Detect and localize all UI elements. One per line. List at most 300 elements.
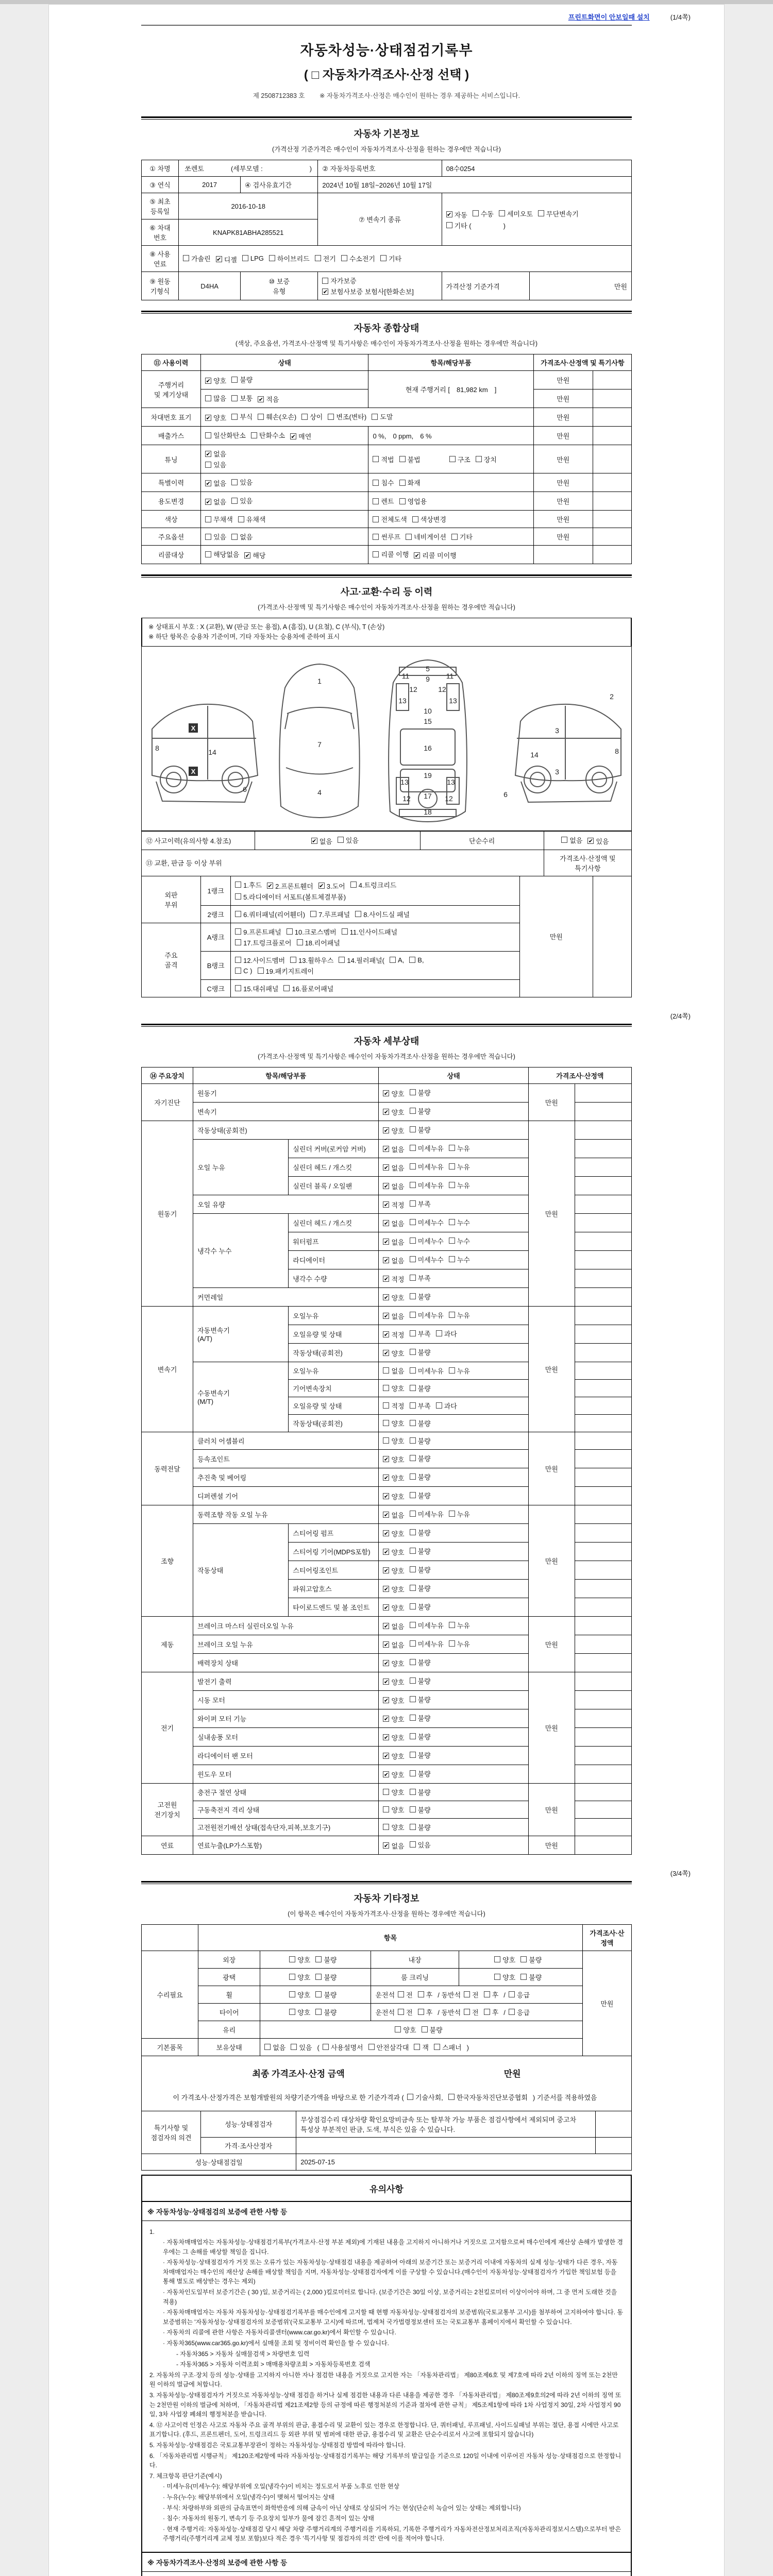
- checkbox[interactable]: [205, 460, 226, 469]
- checkbox[interactable]: [410, 1602, 431, 1612]
- checkbox[interactable]: [399, 478, 421, 487]
- checkbox-label: 불량: [417, 1419, 431, 1428]
- checkbox[interactable]: [410, 1620, 444, 1630]
- cell: [379, 1449, 528, 1468]
- document-title: 자동차성능·상태점검기록부: [300, 43, 473, 58]
- cell: [595, 2137, 631, 2154]
- table-row: [142, 371, 632, 389]
- checkbox[interactable]: [258, 966, 314, 976]
- checkbox[interactable]: [414, 2042, 429, 2052]
- checkbox-label: 불량: [417, 1529, 431, 1537]
- checkbox[interactable]: [383, 1454, 404, 1464]
- notice-section2-body: [142, 2572, 631, 2576]
- checkbox[interactable]: [484, 2007, 499, 2017]
- checkbox[interactable]: [383, 1770, 404, 1780]
- checkbox-label: 양호: [391, 1604, 405, 1612]
- checkbox[interactable]: [258, 412, 296, 421]
- checkbox[interactable]: [399, 454, 421, 464]
- cell: [260, 2003, 371, 2021]
- checkbox[interactable]: [383, 1436, 404, 1446]
- checkbox[interactable]: [448, 2092, 528, 2102]
- checkbox-label: 유채색: [246, 516, 266, 523]
- checkbox[interactable]: [383, 1492, 404, 1501]
- checkbox[interactable]: [373, 549, 409, 559]
- unchecked-box-icon: [251, 432, 257, 438]
- checkbox[interactable]: [383, 1163, 404, 1173]
- cell: [575, 1746, 631, 1765]
- checkbox-label: A,: [397, 956, 405, 964]
- checkbox[interactable]: [410, 1255, 444, 1264]
- checkbox[interactable]: [449, 1509, 470, 1519]
- checkbox[interactable]: [446, 221, 472, 230]
- checkbox[interactable]: [520, 1972, 542, 1982]
- checkbox[interactable]: [383, 1805, 404, 1815]
- checkbox[interactable]: [242, 255, 264, 262]
- checkbox[interactable]: [410, 1713, 431, 1723]
- checkbox[interactable]: [410, 1639, 444, 1649]
- checkbox[interactable]: [383, 1366, 404, 1376]
- checkbox[interactable]: [310, 909, 350, 919]
- checkbox[interactable]: [315, 1955, 337, 1964]
- checkbox[interactable]: [205, 376, 226, 385]
- unchecked-box-icon: [399, 456, 406, 462]
- checkbox[interactable]: [476, 454, 497, 464]
- checkbox[interactable]: [464, 2007, 479, 2017]
- cell: C랭크: [201, 979, 231, 997]
- checkbox[interactable]: [235, 880, 262, 890]
- checkbox[interactable]: [235, 955, 285, 965]
- checkbox[interactable]: [315, 2007, 337, 2017]
- cell: 가격조사·산 정액: [582, 1924, 631, 1951]
- checkbox[interactable]: [410, 1453, 431, 1463]
- checkbox-label: 있음: [240, 497, 253, 505]
- checkbox[interactable]: [205, 478, 226, 488]
- checkbox[interactable]: [390, 956, 404, 964]
- checkbox[interactable]: [339, 955, 384, 965]
- checkbox[interactable]: [372, 412, 393, 421]
- checkbox[interactable]: [315, 1972, 337, 1982]
- checkbox[interactable]: [410, 1383, 431, 1393]
- checkbox[interactable]: [205, 514, 233, 524]
- checkbox[interactable]: [231, 532, 253, 541]
- checkbox-label: 누유: [457, 1367, 470, 1375]
- unchecked-box-icon: [410, 1603, 416, 1609]
- cell: ⑤ 최초 등록일: [142, 193, 179, 219]
- car-diagram-box: [141, 647, 632, 831]
- text: 이 가격조사·산정가격은 보험개발원의 차량기준가액을 바탕으로 한 기준가격과 (: [173, 2094, 404, 2102]
- checkbox[interactable]: [409, 956, 424, 964]
- cell: 내장: [371, 1951, 459, 1968]
- checked-box-icon: ✔: [383, 1456, 389, 1463]
- checkbox[interactable]: [418, 2007, 433, 2017]
- checkbox[interactable]: [383, 1330, 404, 1340]
- checkbox[interactable]: [355, 909, 410, 919]
- checkbox[interactable]: [323, 2042, 363, 2052]
- checkbox[interactable]: [383, 1348, 404, 1358]
- unchecked-box-icon: [449, 456, 456, 462]
- checkbox[interactable]: [383, 1787, 404, 1797]
- checkbox[interactable]: [436, 1329, 457, 1338]
- checkbox[interactable]: [410, 1840, 431, 1850]
- checkbox[interactable]: [238, 514, 266, 524]
- checkbox[interactable]: [407, 2092, 443, 2102]
- checkbox[interactable]: [283, 984, 333, 993]
- checkbox[interactable]: [410, 1490, 431, 1500]
- checkbox[interactable]: [383, 1181, 404, 1191]
- checkbox[interactable]: [399, 496, 427, 506]
- unchecked-box-icon: [231, 534, 238, 540]
- checkbox[interactable]: [322, 276, 356, 285]
- checkbox[interactable]: [410, 1822, 431, 1832]
- checkbox[interactable]: [289, 1972, 310, 1982]
- checkbox[interactable]: [449, 1143, 470, 1153]
- checkbox[interactable]: [383, 1677, 404, 1687]
- print-install-link[interactable]: 프린트화면이 안보일때 설치: [568, 13, 650, 21]
- checkbox[interactable]: [289, 1990, 310, 1999]
- checkbox-label: 부족: [417, 1200, 431, 1208]
- checkbox[interactable]: [291, 2042, 312, 2052]
- cell: [255, 831, 420, 850]
- checkbox[interactable]: [301, 412, 323, 421]
- checkbox[interactable]: [269, 253, 310, 263]
- checkbox[interactable]: [410, 1436, 431, 1446]
- checkbox[interactable]: [383, 1529, 404, 1538]
- checkbox[interactable]: [341, 253, 375, 263]
- checkbox[interactable]: [328, 412, 366, 421]
- checkbox[interactable]: [205, 549, 239, 559]
- checkbox-label: 수소전기: [349, 255, 376, 263]
- checkbox[interactable]: [410, 1769, 431, 1778]
- checked-box-icon: ✔: [383, 1531, 389, 1537]
- checkbox-label: 양호: [391, 1530, 405, 1538]
- checkbox[interactable]: [287, 927, 337, 937]
- checkbox[interactable]: [410, 1088, 431, 1097]
- checkbox[interactable]: [494, 1955, 515, 1964]
- checkbox[interactable]: [410, 1676, 431, 1686]
- unchecked-box-icon: [315, 2009, 322, 2015]
- checked-box-icon: ✔: [383, 1146, 389, 1153]
- table-row: [142, 1505, 632, 1523]
- checkbox[interactable]: [509, 2007, 530, 2017]
- checkbox[interactable]: [231, 496, 253, 505]
- checkbox[interactable]: [449, 1620, 470, 1630]
- checkbox[interactable]: [373, 496, 394, 506]
- checkbox[interactable]: [373, 514, 407, 524]
- checkbox-label: 적법: [381, 455, 394, 464]
- checkbox[interactable]: [235, 909, 305, 919]
- checkbox[interactable]: [410, 1236, 444, 1246]
- cell: [575, 1121, 631, 1139]
- checkbox[interactable]: [414, 550, 456, 560]
- checkbox-label: 기타: [459, 533, 473, 541]
- checkbox[interactable]: [231, 375, 253, 384]
- cell: [201, 511, 368, 528]
- checkbox[interactable]: [383, 1584, 404, 1594]
- checkbox[interactable]: [235, 984, 278, 993]
- checkbox[interactable]: [290, 431, 311, 441]
- checkbox[interactable]: [244, 550, 265, 560]
- checkbox[interactable]: [412, 514, 446, 524]
- checkbox[interactable]: [383, 1640, 404, 1650]
- checkbox[interactable]: [231, 393, 253, 403]
- checkbox[interactable]: [289, 1955, 310, 1964]
- unchecked-box-icon: [449, 1219, 455, 1225]
- checkbox[interactable]: [410, 1787, 431, 1797]
- checkbox[interactable]: [383, 1603, 404, 1613]
- checkbox[interactable]: [473, 209, 494, 218]
- checkbox[interactable]: [410, 1199, 431, 1209]
- unchecked-box-icon: [342, 928, 348, 935]
- checkbox[interactable]: [410, 1546, 431, 1556]
- checkbox[interactable]: [383, 1751, 404, 1761]
- checkbox[interactable]: [395, 2025, 416, 2035]
- checkbox[interactable]: [494, 1972, 515, 1982]
- checkbox[interactable]: [231, 412, 253, 421]
- checkbox[interactable]: [383, 1841, 404, 1851]
- checkbox[interactable]: [205, 393, 226, 403]
- checkbox[interactable]: [368, 2042, 409, 2052]
- checkbox-label: 16.플로어패널: [292, 985, 334, 993]
- checkbox[interactable]: [449, 1310, 470, 1320]
- checkbox[interactable]: [183, 253, 211, 263]
- checkbox[interactable]: [449, 1236, 470, 1246]
- checkbox[interactable]: [449, 1217, 470, 1227]
- text: /: [503, 2009, 506, 2016]
- cell: 용도변경: [142, 492, 201, 511]
- checkbox[interactable]: [383, 1200, 404, 1210]
- checkbox[interactable]: [383, 1293, 404, 1302]
- cell: [593, 371, 631, 389]
- checkbox[interactable]: [205, 532, 226, 541]
- section-subtitle-etc: (이 항목은 매수인이 자동차가격조사·산정을 원하는 경우에만 적습니다): [288, 1910, 485, 1918]
- checkbox[interactable]: [318, 881, 345, 891]
- checkbox[interactable]: [509, 1990, 530, 1999]
- checkbox[interactable]: [436, 1401, 457, 1411]
- checkbox[interactable]: [205, 413, 226, 422]
- checkbox[interactable]: [383, 1144, 404, 1154]
- cell: 냉각수 수량: [289, 1269, 379, 1287]
- checkbox[interactable]: [410, 1657, 431, 1667]
- checkbox[interactable]: [410, 1528, 431, 1537]
- checkbox-label: 양호: [391, 1349, 405, 1358]
- notice-line: 6. 「자동차관리법 시행규칙」 제120조제2항에 따라 자동차성능·상태점검기록부는 해당 기록부의 발급일을 기준으로 120일 이내에 이루어진 자동차 성능·상태점검으로 한정합니다.: [149, 2452, 621, 2469]
- checkbox[interactable]: [449, 454, 470, 464]
- checkbox[interactable]: [216, 255, 237, 264]
- checkbox[interactable]: [383, 1401, 404, 1411]
- checkbox-label: 응급: [516, 2008, 530, 2016]
- cell: 튜닝: [142, 445, 201, 473]
- checkbox[interactable]: [449, 1639, 470, 1649]
- checkbox-label: 불량: [417, 1492, 431, 1500]
- text: ): [476, 222, 506, 230]
- checkbox-label: 많음: [213, 395, 227, 402]
- unchecked-box-icon: [373, 498, 379, 504]
- checkbox[interactable]: [410, 1125, 431, 1134]
- checkbox-label: 불량: [417, 1677, 431, 1685]
- checked-box-icon: ✔: [383, 1165, 389, 1171]
- checkbox[interactable]: [380, 253, 401, 263]
- checkbox[interactable]: [464, 1990, 479, 1999]
- checkbox[interactable]: [410, 1694, 431, 1704]
- checkbox[interactable]: [561, 835, 582, 845]
- checkbox[interactable]: [342, 927, 397, 937]
- checkbox[interactable]: [264, 2042, 285, 2052]
- checked-box-icon: ✔: [383, 1623, 389, 1630]
- checkbox[interactable]: [383, 1547, 404, 1557]
- checkbox[interactable]: [289, 2007, 310, 2017]
- checkbox[interactable]: [383, 1218, 404, 1228]
- checkbox[interactable]: [383, 1696, 404, 1705]
- checkbox[interactable]: [538, 209, 579, 218]
- checkbox[interactable]: [499, 209, 533, 218]
- checkbox[interactable]: [449, 1180, 470, 1190]
- checkbox[interactable]: [205, 430, 246, 440]
- checked-box-icon: ✔: [383, 1350, 389, 1357]
- checkbox[interactable]: [434, 2042, 462, 2052]
- checkbox[interactable]: [398, 1990, 413, 1999]
- checkbox-label: 양호: [297, 2008, 311, 2016]
- unchecked-box-icon: [235, 939, 241, 945]
- checkbox[interactable]: [383, 1089, 404, 1098]
- cell: [379, 1306, 528, 1325]
- cell: 제동: [142, 1616, 193, 1672]
- checkbox[interactable]: [383, 1621, 404, 1631]
- checkbox[interactable]: [205, 449, 226, 459]
- checkbox[interactable]: [410, 1217, 444, 1227]
- checkbox[interactable]: [267, 881, 313, 891]
- checkbox[interactable]: [373, 532, 400, 541]
- checkbox[interactable]: [383, 1510, 404, 1520]
- checkbox[interactable]: [322, 286, 414, 296]
- checkbox[interactable]: [410, 1329, 431, 1338]
- unchecked-box-icon: [315, 255, 321, 261]
- checkbox[interactable]: [410, 1509, 444, 1519]
- checkbox[interactable]: [383, 1658, 404, 1668]
- checkbox[interactable]: [449, 1162, 470, 1172]
- checkbox[interactable]: [451, 532, 473, 541]
- checkbox[interactable]: [258, 394, 279, 404]
- checkbox[interactable]: [383, 1473, 404, 1483]
- checkbox[interactable]: [251, 430, 285, 440]
- checkbox[interactable]: [410, 1366, 444, 1376]
- checkbox-label: 미세누수: [417, 1256, 444, 1264]
- checkbox[interactable]: [410, 1565, 431, 1574]
- cell: 2랭크: [201, 905, 231, 923]
- checkbox[interactable]: [449, 1366, 470, 1376]
- checkbox[interactable]: [446, 210, 467, 219]
- checkbox[interactable]: [410, 1472, 431, 1482]
- checkbox-label: 디젤: [224, 256, 237, 264]
- checkbox[interactable]: [410, 1273, 431, 1283]
- unchecked-box-icon: [310, 911, 316, 917]
- checkbox[interactable]: [406, 532, 446, 541]
- checkbox-label: 후: [426, 1991, 433, 1999]
- checkbox[interactable]: [410, 1292, 431, 1301]
- table-row: [142, 2137, 632, 2154]
- checkbox[interactable]: [418, 1990, 433, 1999]
- checkbox-label: 해당: [253, 552, 266, 560]
- checkbox[interactable]: [484, 1990, 499, 1999]
- checkbox[interactable]: [373, 478, 394, 487]
- checkbox[interactable]: [398, 2007, 413, 2017]
- checkbox[interactable]: [410, 1310, 444, 1320]
- checkbox[interactable]: [383, 1383, 404, 1393]
- checkbox[interactable]: [235, 892, 346, 902]
- checkbox[interactable]: [373, 454, 394, 464]
- cell: 만원: [533, 427, 593, 445]
- checkbox[interactable]: [290, 955, 333, 965]
- checkbox[interactable]: [235, 967, 252, 975]
- checkbox[interactable]: [410, 1162, 444, 1172]
- checkbox[interactable]: [311, 836, 332, 846]
- checkbox[interactable]: [235, 938, 291, 947]
- checkbox[interactable]: [422, 2025, 443, 2035]
- checkbox[interactable]: [383, 1274, 404, 1284]
- checkbox[interactable]: [350, 880, 397, 890]
- checkbox[interactable]: [587, 836, 609, 846]
- checkbox[interactable]: [410, 1750, 431, 1760]
- unchecked-box-icon: [410, 1275, 416, 1281]
- checked-box-icon: ✔: [206, 480, 211, 487]
- checkbox-label: 양호: [297, 1973, 311, 1981]
- checkbox[interactable]: [383, 1733, 404, 1742]
- cell: [379, 1432, 528, 1449]
- checkbox[interactable]: [410, 1143, 444, 1153]
- checkbox-label: 3.도어: [326, 882, 345, 890]
- diagram-part-number: 19: [424, 771, 432, 779]
- cell: [593, 408, 631, 427]
- checkbox[interactable]: [410, 1805, 431, 1815]
- checked-box-icon: ✔: [383, 1202, 389, 1208]
- checkbox[interactable]: [410, 1347, 431, 1357]
- checkbox[interactable]: [383, 1107, 404, 1117]
- cell: 오일유량 및 상태: [289, 1325, 379, 1343]
- table-row: [142, 354, 632, 371]
- checkbox[interactable]: [231, 477, 253, 487]
- checkbox[interactable]: [383, 1256, 404, 1265]
- checkbox[interactable]: [315, 253, 336, 263]
- checkbox-label: 없음: [213, 498, 227, 506]
- cell: [379, 1505, 528, 1523]
- checkbox[interactable]: [410, 1401, 431, 1411]
- checked-box-icon: ✔: [312, 838, 317, 844]
- checkbox[interactable]: [338, 835, 359, 845]
- checkbox[interactable]: [383, 1714, 404, 1724]
- checkbox[interactable]: [410, 1732, 431, 1741]
- checkbox[interactable]: [315, 1990, 337, 1999]
- checkbox[interactable]: [449, 1255, 470, 1264]
- checkbox[interactable]: [410, 1583, 431, 1593]
- checkbox[interactable]: [410, 1180, 444, 1190]
- checkbox[interactable]: [383, 1822, 404, 1832]
- cell: 오일유량 및 상태: [289, 1397, 379, 1414]
- checkbox[interactable]: [383, 1126, 404, 1136]
- checkbox[interactable]: [383, 1311, 404, 1321]
- checkbox-label: 불량: [417, 1566, 431, 1574]
- unchecked-box-icon: [409, 957, 415, 963]
- checkbox[interactable]: [297, 938, 340, 947]
- checkbox[interactable]: [383, 1566, 404, 1575]
- checkbox[interactable]: [235, 927, 281, 937]
- checkbox[interactable]: [410, 1418, 431, 1428]
- checkbox[interactable]: [383, 1237, 404, 1247]
- browser-edge: [0, 0, 773, 4]
- checkbox[interactable]: [205, 497, 226, 506]
- cell: [379, 1102, 528, 1121]
- checkbox[interactable]: [410, 1106, 431, 1116]
- checkbox[interactable]: [520, 1955, 542, 1964]
- checkbox[interactable]: [383, 1418, 404, 1428]
